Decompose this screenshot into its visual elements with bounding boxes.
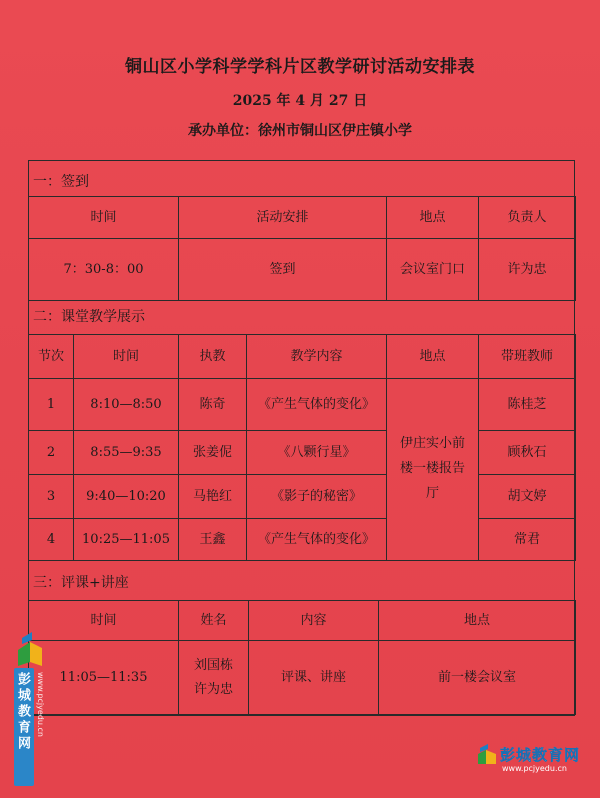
lesson-header-content: 教学内容 <box>247 335 387 379</box>
lesson-class-teacher: 常君 <box>479 519 576 561</box>
signin-header-time: 时间 <box>29 197 179 239</box>
lesson-table <box>28 334 576 561</box>
review-content: 评课、讲座 <box>249 641 379 715</box>
signin-location: 会议室门口 <box>387 239 479 301</box>
section3-label: 三：评课+讲座 <box>33 575 129 591</box>
lesson-content: 《产生气体的变化》 <box>247 379 387 431</box>
review-header-content: 内容 <box>249 601 379 641</box>
lesson-time: 9:40—10:20 <box>74 475 179 519</box>
lesson-class-teacher: 陈桂芝 <box>479 379 576 431</box>
lesson-header-time: 时间 <box>74 335 179 379</box>
table-row <box>29 379 576 431</box>
lesson-header-teacher: 执教 <box>179 335 247 379</box>
watermark-right-url: www.pcjyedu.cn <box>502 764 567 773</box>
review-header-time: 时间 <box>29 601 179 641</box>
book-logo-icon <box>14 628 50 668</box>
table-row <box>29 431 576 475</box>
lesson-teacher: 马艳红 <box>179 475 247 519</box>
review-header-location: 地点 <box>379 601 576 641</box>
lesson-header-period: 节次 <box>29 335 74 379</box>
organizer-line: 承办单位：徐州市铜山区伊庄镇小学 <box>188 123 412 139</box>
signin-header-location: 地点 <box>387 197 479 239</box>
review-name-2: 许为忠 <box>193 681 233 697</box>
lesson-teacher: 张姜伲 <box>179 431 247 475</box>
review-table <box>28 600 576 715</box>
lesson-time: 8:10—8:50 <box>74 379 179 431</box>
lesson-time: 8:55—9:35 <box>74 431 179 475</box>
lesson-content: 《八颗行星》 <box>247 431 387 475</box>
watermark-right-text: 彭城教育网 <box>500 746 581 764</box>
document-title: 铜山区小学科学学科片区教学研讨活动安排表 <box>125 57 475 77</box>
lesson-period: 1 <box>29 379 74 431</box>
watermark-right <box>476 742 594 782</box>
signin-activity: 签到 <box>179 239 387 301</box>
signin-table <box>28 196 576 301</box>
book-logo-icon <box>476 742 498 766</box>
lesson-content: 《产生气体的变化》 <box>247 519 387 561</box>
lesson-period: 2 <box>29 431 74 475</box>
lesson-class-teacher: 胡文婷 <box>479 475 576 519</box>
lesson-location: 伊庄实小前楼一楼报告厅 <box>387 379 479 561</box>
signin-header-activity: 活动安排 <box>179 197 387 239</box>
lesson-teacher: 陈奇 <box>179 379 247 431</box>
review-names <box>179 641 249 715</box>
lesson-period: 3 <box>29 475 74 519</box>
watermark-left-url: www.pcjyedu.cn <box>36 672 45 737</box>
watermark-left-text: 彭城教育网 <box>15 672 30 752</box>
watermark-left <box>14 628 50 788</box>
review-location: 前一楼会议室 <box>379 641 576 715</box>
signin-time: 7：30-8：00 <box>29 239 179 301</box>
signin-owner: 许为忠 <box>479 239 576 301</box>
table-row <box>29 475 576 519</box>
signin-header-owner: 负责人 <box>479 197 576 239</box>
table-row <box>29 519 576 561</box>
section1-label: 一：签到 <box>33 174 89 190</box>
review-name-1: 刘国栋 <box>193 658 233 673</box>
lesson-header-class-teacher: 带班教师 <box>479 335 576 379</box>
review-time: 11:05—11:35 <box>29 641 179 715</box>
lesson-teacher: 王鑫 <box>179 519 247 561</box>
lesson-content: 《影子的秘密》 <box>247 475 387 519</box>
document-date: 2025 年 4 月 27 日 <box>232 93 368 109</box>
review-header-name: 姓名 <box>179 601 249 641</box>
section2-label: 二：课堂教学展示 <box>33 309 145 325</box>
lesson-time: 10:25—11:05 <box>74 519 179 561</box>
lesson-class-teacher: 顾秋石 <box>479 431 576 475</box>
lesson-header-location: 地点 <box>387 335 479 379</box>
lesson-period: 4 <box>29 519 74 561</box>
